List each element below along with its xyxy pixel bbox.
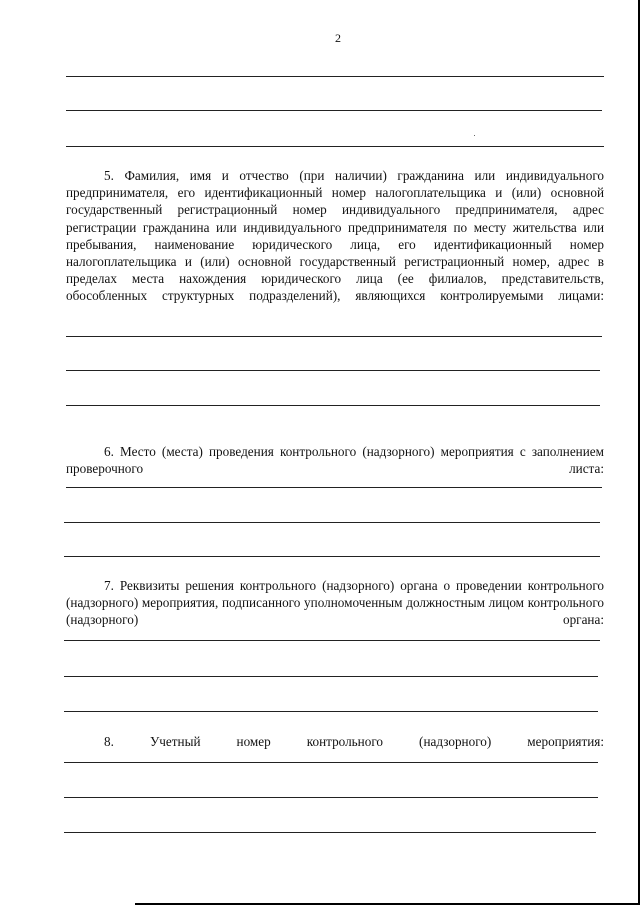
- fill-line[interactable]: [64, 640, 600, 641]
- fill-line[interactable]: [66, 370, 600, 371]
- fill-line[interactable]: [64, 762, 598, 763]
- section-5-number: 5.: [104, 168, 114, 183]
- fill-line[interactable]: [64, 676, 598, 677]
- scan-speck: [474, 135, 475, 136]
- page-number: 2: [335, 31, 341, 45]
- fill-line[interactable]: [66, 110, 602, 111]
- section-6-number: 6.: [104, 444, 114, 459]
- fill-line[interactable]: [66, 336, 602, 337]
- section-8-number: 8.: [104, 734, 114, 749]
- fill-line[interactable]: [64, 556, 600, 557]
- section-5-text: Фамилия, имя и отчество (при наличии) гражданина или индивидуального предпринимателя, его идентификационный номер налогоплательщика и (или) основной государственный регистрационный номер индивидуального предпринимателя, адрес регистрации гражданина или индивидуального предпринимателя по месту жительства или пребывания, наименование юридического лица, его идентификационный номер налогоплательщика и (или) основной государственный регистрационный номер, адрес в пределах места нахождения юридического лица (ее филиалов, представительств, обособленных структурных подразделений), являющихся контролируемыми лицами:: [66, 168, 605, 304]
- fill-line[interactable]: [66, 146, 604, 147]
- fill-line[interactable]: [64, 711, 598, 712]
- fill-line[interactable]: [64, 832, 596, 833]
- section-8-text: Учетный номер контрольного (надзорного) мероприятия:: [149, 734, 605, 749]
- fill-line[interactable]: [66, 76, 604, 77]
- fill-line[interactable]: [64, 797, 598, 798]
- section-7: [66, 577, 604, 629]
- section-6: [66, 443, 604, 477]
- section-7-text: Реквизиты решения контрольного (надзорного) органа о проведении контрольного (надзорного) мероприятия, подписанного уполномоченным должностным лицом контрольного (надзорного) органа:: [66, 578, 605, 628]
- fill-line[interactable]: [66, 487, 602, 488]
- fill-line[interactable]: [64, 522, 600, 523]
- section-7-number: 7.: [104, 578, 114, 593]
- section-5: [66, 167, 604, 305]
- fill-line[interactable]: [66, 405, 600, 406]
- section-6-text: Место (места) проведения контрольного (надзорного) мероприятия с заполнением проверочного листа:: [66, 444, 604, 477]
- section-8: [66, 733, 604, 750]
